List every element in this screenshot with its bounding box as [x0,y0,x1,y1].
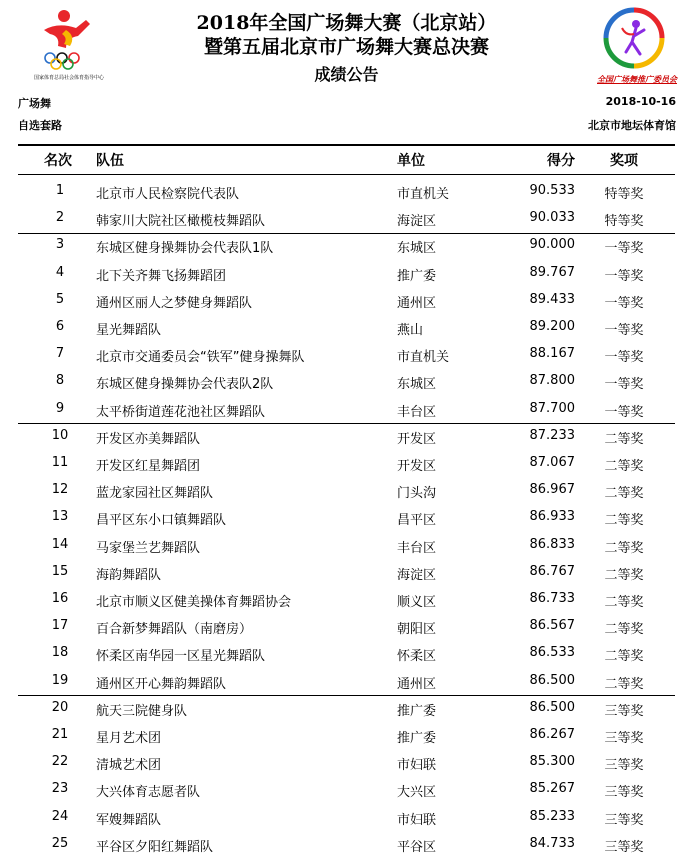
score-cell: 90.033 [529,210,575,226]
event-category: 广场舞 [18,97,51,110]
table-row [0,776,693,803]
team-cell: 北京市交通委员会“铁军”健身操舞队 [96,350,305,366]
award-cell: 一等奖 [604,323,644,338]
rank-cell: 18 [51,645,69,661]
table-row [0,668,693,695]
team-cell: 大兴体育志愿者队 [96,785,201,801]
rank-cell: 21 [51,727,69,742]
rank-cell: 24 [51,808,69,824]
team-cell: 昌平区东小口镇舞蹈队 [96,513,227,529]
award-cell: 二等奖 [604,649,644,665]
score-cell: 85.300 [529,754,575,770]
award-cell: 二等奖 [604,431,644,447]
rank-cell: 25 [51,835,69,851]
table-row [0,341,693,368]
table-row [0,396,693,423]
award-cell: 一等奖 [604,241,644,257]
team-cell: 通州区开心舞韵舞蹈队 [96,676,227,692]
rank-cell: 8 [55,373,65,389]
table-row [0,368,693,395]
team-cell: 清城艺术团 [96,758,162,774]
award-cell: 特等奖 [604,214,644,230]
rank-cell: 17 [51,618,69,634]
score-cell: 85.267 [529,781,575,797]
unit-cell: 燕山 [397,323,424,338]
event-venue: 北京市地坛体育馆 [588,119,676,132]
team-cell: 蓝龙家园社区舞蹈队 [96,486,214,502]
table-row [0,260,693,287]
team-cell: 怀柔区南华园一区星光舞蹈队 [96,649,266,665]
award-cell: 一等奖 [604,377,644,393]
unit-cell: 丰台区 [397,540,437,556]
rank-cell: 12 [51,482,69,498]
results-table-header [0,148,693,172]
score-cell: 87.233 [529,427,575,443]
team-cell: 海韵舞蹈队 [96,567,162,583]
rank-cell: 2 [55,210,65,226]
score-cell: 84.733 [529,835,575,851]
team-cell: 马家堡兰艺舞蹈队 [96,540,201,556]
event-date: 2018-10-16 [605,95,676,108]
table-top-rule [18,144,675,146]
unit-cell: 开发区 [397,431,437,447]
award-cell: 三等奖 [604,703,644,719]
dancer-circle-icon [596,6,672,72]
unit-cell: 市妇联 [397,812,437,828]
score-cell: 86.967 [529,482,575,498]
team-cell: 韩家川大院社区橄榄枝舞蹈队 [96,214,266,230]
score-cell: 86.833 [529,536,575,552]
table-row [0,532,693,559]
score-cell: 86.500 [529,699,575,715]
table-row [0,314,693,341]
table-row [0,504,693,531]
score-cell: 88.167 [529,346,575,362]
score-cell: 90.000 [529,237,575,253]
page-title-line2: 暨第五届北京市广场舞大赛总决赛 [203,36,489,58]
rank-cell: 23 [51,781,69,797]
column-header-score: 得分 [547,153,575,169]
score-cell: 86.500 [529,672,575,688]
unit-cell: 怀柔区 [397,649,437,665]
score-cell: 86.767 [529,563,575,579]
score-cell: 87.800 [529,373,575,389]
team-cell: 东城区健身操舞协会代表队1队 [96,241,274,257]
team-cell: 北下关齐舞飞扬舞蹈团 [96,268,227,284]
table-row [0,695,693,722]
team-cell: 东城区健身操舞协会代表队2队 [96,377,274,393]
unit-cell: 市直机关 [397,350,450,366]
unit-cell: 推广委 [397,703,437,719]
team-cell: 北京市人民检察院代表队 [96,187,240,202]
table-row [0,804,693,831]
unit-cell: 丰台区 [397,404,437,420]
rank-cell: 9 [55,400,65,416]
table-row [0,477,693,504]
unit-cell: 平谷区 [397,839,437,855]
column-header-rank: 名次 [44,153,72,169]
team-cell: 开发区亦美舞蹈队 [96,431,201,447]
award-cell: 三等奖 [604,758,644,774]
rank-cell: 16 [51,591,69,606]
award-cell: 一等奖 [604,268,644,284]
unit-cell: 顺义区 [397,595,437,610]
left-logo-caption: 国家体育总局社会体育指导中心 [33,75,104,81]
award-cell: 三等奖 [604,839,644,855]
column-header-award: 奖项 [610,153,638,169]
award-cell: 二等奖 [604,486,644,502]
column-header-unit: 单位 [397,153,425,169]
award-cell: 一等奖 [604,295,644,311]
team-cell: 太平桥街道莲花池社区舞蹈队 [96,404,266,420]
unit-cell: 朝阳区 [397,622,437,638]
table-row [0,722,693,749]
score-cell: 86.267 [529,727,575,742]
unit-cell: 通州区 [397,295,437,311]
team-cell: 通州区丽人之梦健身舞蹈队 [96,295,253,311]
score-cell: 86.933 [529,509,575,525]
rank-cell: 3 [55,237,65,253]
team-cell: 开发区红星舞蹈团 [96,459,201,474]
unit-cell: 市直机关 [397,187,450,202]
table-row [0,178,693,205]
unit-cell: 海淀区 [397,567,437,583]
table-row [0,287,693,314]
team-cell: 星月艺术团 [96,731,162,746]
unit-cell: 海淀区 [397,214,437,230]
award-cell: 特等奖 [604,187,644,202]
score-cell: 87.067 [529,455,575,470]
table-row [0,232,693,259]
table-row [0,423,693,450]
rank-cell: 22 [51,754,69,770]
table-row [0,559,693,586]
header-bottom-rule [18,174,675,175]
score-cell: 89.200 [529,319,575,334]
table-row [0,450,693,477]
unit-cell: 大兴区 [397,785,437,801]
award-cell: 三等奖 [604,731,644,746]
rank-cell: 7 [55,346,65,362]
square-dance-committee-logo [596,6,676,84]
score-cell: 89.433 [529,291,575,307]
score-cell: 85.233 [529,808,575,824]
award-cell: 三等奖 [604,785,644,801]
rank-cell: 11 [51,455,69,470]
team-cell: 航天三院健身队 [96,703,188,719]
award-cell: 二等奖 [604,622,644,638]
rank-cell: 20 [51,699,69,715]
team-cell: 军嫂舞蹈队 [96,812,162,828]
table-row [0,586,693,613]
page-subtitle: 成绩公告 [314,65,379,84]
rank-cell: 13 [51,509,69,525]
unit-cell: 推广委 [397,268,437,284]
score-cell: 86.533 [529,645,575,661]
rank-cell: 19 [51,672,69,688]
right-logo-caption: 全国广场舞推广委员会 [597,75,677,84]
rank-cell: 10 [51,427,69,443]
rank-cell: 6 [55,319,65,334]
award-cell: 二等奖 [604,676,644,692]
unit-cell: 通州区 [397,676,437,692]
rank-cell: 15 [51,563,69,579]
rank-cell: 4 [55,264,65,280]
unit-cell: 门头沟 [397,486,437,502]
page-title-line1: 2018年全国广场舞大赛（北京站） [196,12,497,34]
rank-cell: 1 [55,183,65,198]
team-cell: 百合新梦舞蹈队（南磨房） [96,622,253,638]
unit-cell: 东城区 [397,377,437,393]
table-row [0,205,693,232]
table-row [0,749,693,776]
routine-type: 自选套路 [18,119,62,132]
table-row [0,831,693,858]
award-cell: 二等奖 [604,459,644,474]
award-cell: 二等奖 [604,567,644,583]
award-cell: 一等奖 [604,404,644,420]
team-cell: 平谷区夕阳红舞蹈队 [96,839,214,855]
award-cell: 三等奖 [604,812,644,828]
score-cell: 86.567 [529,618,575,634]
column-header-team: 队伍 [96,153,124,169]
award-cell: 二等奖 [604,540,644,556]
award-cell: 二等奖 [604,513,644,529]
award-cell: 一等奖 [604,350,644,366]
unit-cell: 推广委 [397,731,437,746]
rank-cell: 5 [55,291,65,307]
table-row [0,613,693,640]
score-cell: 90.533 [529,183,575,198]
score-cell: 87.700 [529,400,575,416]
unit-cell: 市妇联 [397,758,437,774]
table-row [0,640,693,667]
team-cell: 星光舞蹈队 [96,323,162,338]
award-cell: 二等奖 [604,595,644,610]
rank-cell: 14 [51,536,69,552]
unit-cell: 开发区 [397,459,437,474]
unit-cell: 东城区 [397,241,437,257]
unit-cell: 昌平区 [397,513,437,529]
score-cell: 89.767 [529,264,575,280]
score-cell: 86.733 [529,591,575,606]
team-cell: 北京市顺义区健美操体育舞蹈协会 [96,595,292,610]
